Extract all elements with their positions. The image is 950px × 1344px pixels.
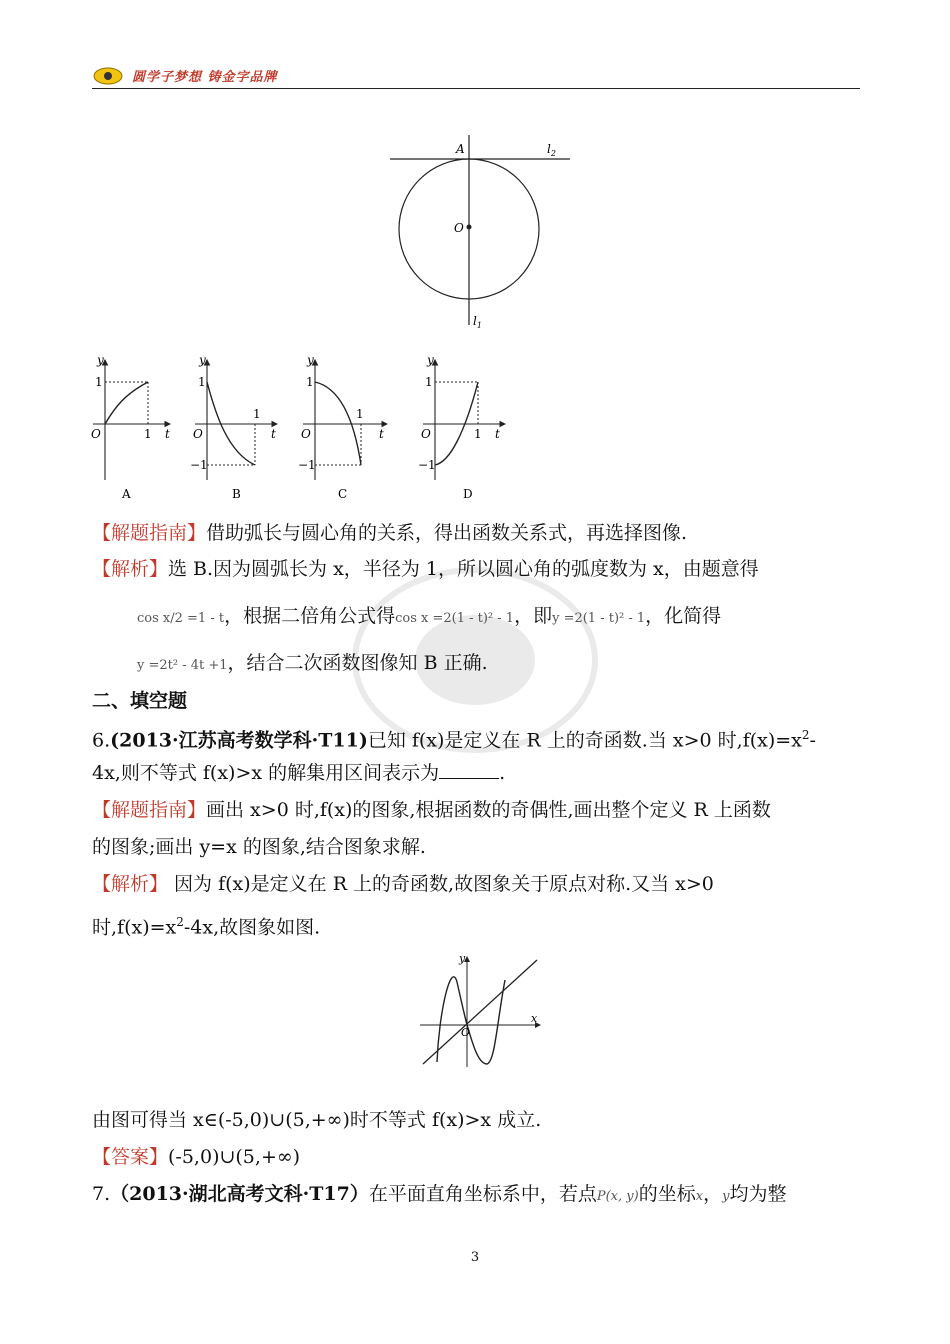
q5-analysis-1: 【解析】选 B.因为圆弧长为 x，半径为 1，所以圆心角的弧度数为 x，由题意得: [92, 558, 759, 580]
graph-D: [418, 353, 505, 501]
graph-C: [298, 353, 387, 501]
equation-2: cos x =2(1 - t)² - 1: [395, 611, 515, 626]
center-dot: [467, 225, 472, 230]
equation-1: cos x/2 =1 - t: [137, 611, 225, 626]
curve-A: [105, 382, 148, 424]
header-slogan: 圆学子梦想 铸金字品牌: [132, 70, 278, 85]
svg-text:1: 1: [474, 427, 482, 441]
svg-text:1: 1: [425, 375, 433, 389]
q7-stem: 7.（2013·湖北高考文科·T17）在平面直角坐标系中，若点P(x, y)的坐标x，y均为整: [92, 1183, 787, 1205]
svg-text:1: 1: [356, 407, 364, 421]
svg-text:1: 1: [306, 375, 314, 389]
svg-text:y: y: [97, 353, 104, 367]
graph-B: [190, 353, 277, 501]
q6-guide-2: 的图象;画出 y=x 的图象,结合图象求解.: [92, 836, 426, 858]
svg-text:t: t: [271, 427, 276, 441]
q5-guide: 【解题指南】借助弧长与圆心角的关系，得出函数关系式，再选择图像.: [92, 522, 688, 544]
answer-blank: [439, 760, 499, 779]
equation-3: y =2(1 - t)² - 1: [552, 611, 646, 626]
q6-figure: [415, 952, 545, 1072]
q6-stem-1: 6.(2013·江苏高考数学科·T11)已知 f(x)是定义在 R 上的奇函数.当 x>0 时$,f(x)=x^2-$: [92, 728, 816, 752]
caption-C: C: [338, 487, 348, 501]
caption-B: B: [232, 487, 241, 501]
q6-stem-2: 4x,则不等式 f(x)>x 的解集用区间表示为 .: [92, 762, 506, 784]
option-graphs: [85, 352, 515, 507]
svg-text:O: O: [301, 427, 311, 441]
q6-conclusion: 由图可得当 x∈(-5,0)∪(5,+∞)时不等式 f(x)>x 成立.: [92, 1109, 542, 1131]
svg-text:t: t: [165, 427, 170, 441]
label-l1: $l_1$: [473, 314, 482, 330]
q6-guide-1: 【解题指南】画出 x>0 时,f(x)的图象,根据函数的奇偶性,画出整个定义 R 上函数: [92, 799, 771, 821]
svg-text:1: 1: [144, 427, 152, 441]
svg-text:y: y: [459, 952, 466, 965]
svg-text:O: O: [461, 1026, 471, 1039]
q6-answer: 【答案】(-5,0)∪(5,+∞): [92, 1146, 301, 1168]
caption-A: A: [122, 487, 131, 501]
page-number: 3: [470, 1250, 480, 1265]
q5-analysis-3: y =2t² - 4t +1，结合二次函数图像知 B 正确.: [137, 652, 488, 674]
circle-figure: [385, 135, 575, 335]
q6-analysis-2: 时$,f(x)=x^2-4x$,故图象如图.: [92, 915, 321, 939]
svg-text:1: 1: [95, 375, 103, 389]
caption-D: D: [463, 487, 473, 501]
equation-4: y =2t² - 4t +1: [137, 658, 228, 673]
label-A: A: [456, 142, 465, 156]
line-y-eq-x: [423, 960, 537, 1064]
svg-text:x: x: [531, 1012, 538, 1025]
svg-text:1: 1: [198, 375, 206, 389]
svg-text:t: t: [495, 427, 500, 441]
label-l2: $l_2$: [547, 142, 556, 158]
svg-text:y: y: [199, 353, 206, 367]
svg-text:−1: −1: [190, 458, 208, 472]
q5-analysis-2: cos x/2 =1 - t，根据二倍角公式得cos x =2(1 - t)² - 1，即y =2(1 - t)² - 1，化简得: [137, 605, 722, 627]
label-O: O: [454, 221, 464, 235]
logo-icon: [92, 66, 124, 86]
svg-text:O: O: [91, 427, 101, 441]
svg-text:−1: −1: [418, 458, 436, 472]
page-header: [92, 62, 860, 89]
svg-text:O: O: [193, 427, 203, 441]
svg-text:t: t: [379, 427, 384, 441]
svg-text:O: O: [421, 427, 431, 441]
graph-A: [91, 353, 170, 501]
q6-analysis-1: 【解析】 因为 f(x)是定义在 R 上的奇函数,故图象关于原点对称.又当 x>0: [92, 873, 714, 895]
svg-text:1: 1: [253, 407, 261, 421]
svg-text:−1: −1: [298, 458, 316, 472]
section-title: 二、填空题: [92, 690, 188, 712]
svg-text:y: y: [427, 353, 434, 367]
svg-text:y: y: [307, 353, 314, 367]
